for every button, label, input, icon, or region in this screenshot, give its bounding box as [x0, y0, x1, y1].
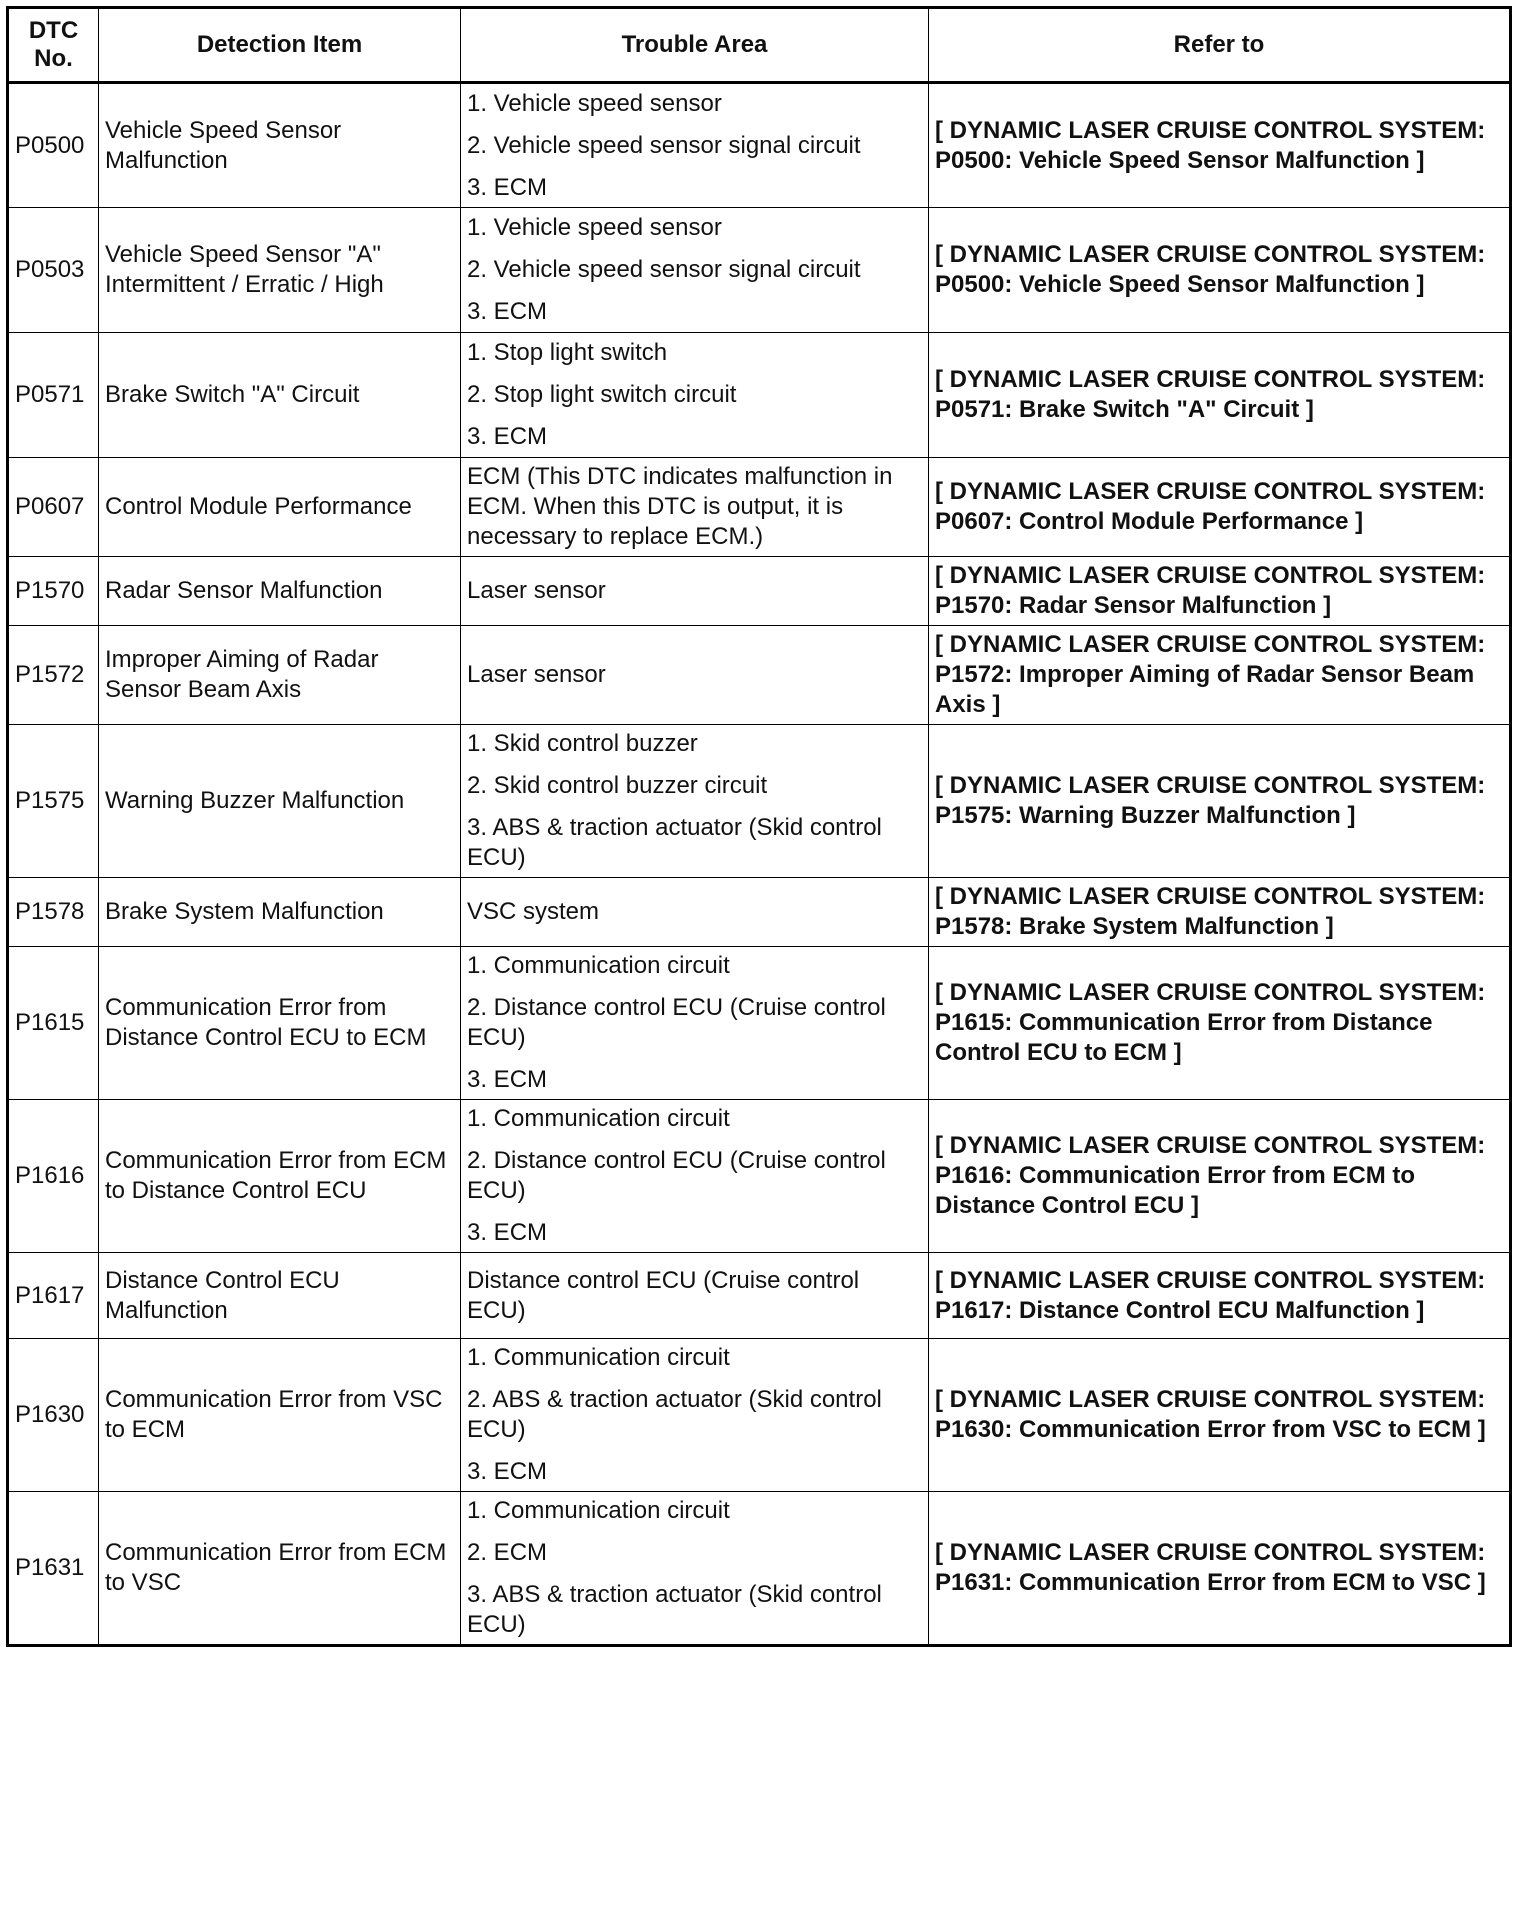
trouble-area-item: 1. Communication circuit: [467, 1497, 730, 1524]
detection-item-cell: Communication Error from ECM to Distance Control ECU: [99, 1100, 461, 1253]
refer-to-cell: [ DYNAMIC LASER CRUISE CONTROL SYSTEM: P0607: Control Module Performance ]: [929, 458, 1511, 557]
table-row: [8, 83, 1511, 208]
dtc-table: [6, 6, 1512, 1647]
trouble-area-item: VSC system: [467, 898, 600, 925]
detection-item-cell: Vehicle Speed Sensor Malfunction: [99, 83, 461, 208]
trouble-area-list: [467, 729, 922, 873]
dtc-code-cell: P1630: [8, 1339, 99, 1492]
trouble-area-item: 3. ECM: [467, 1458, 548, 1485]
trouble-area-item: 1. Communication circuit: [467, 1105, 730, 1132]
trouble-area-list: [467, 951, 922, 1095]
trouble-area-list: [467, 1496, 922, 1640]
refer-to-cell: [ DYNAMIC LASER CRUISE CONTROL SYSTEM: P1578: Brake System Malfunction ]: [929, 878, 1511, 947]
dtc-code-cell: P0607: [8, 458, 99, 557]
detection-item-cell: Communication Error from VSC to ECM: [99, 1339, 461, 1492]
dtc-code-cell: P1631: [8, 1492, 99, 1646]
detection-item-cell: Improper Aiming of Radar Sensor Beam Axis: [99, 626, 461, 725]
trouble-area-cell: [461, 1339, 929, 1492]
trouble-area-cell: [461, 878, 929, 947]
detection-item-cell: Distance Control ECU Malfunction: [99, 1253, 461, 1339]
trouble-area-list: [467, 1343, 922, 1487]
trouble-area-list: [467, 1266, 922, 1326]
trouble-area-item: 3. ABS & traction actuator (Skid control ECU): [467, 1581, 882, 1638]
trouble-area-item: 2. Vehicle speed sensor signal circuit: [467, 131, 861, 159]
trouble-area-list: [467, 338, 922, 452]
refer-to-cell: [ DYNAMIC LASER CRUISE CONTROL SYSTEM: P0571: Brake Switch "A" Circuit ]: [929, 333, 1511, 458]
trouble-area-list: [467, 213, 922, 327]
trouble-area-item: 2. ABS & traction actuator (Skid control ECU): [467, 1386, 882, 1443]
trouble-area-list: [467, 897, 922, 927]
detection-item-cell: Vehicle Speed Sensor "A" Intermittent / Erratic / High: [99, 208, 461, 333]
table-row: [8, 1100, 1511, 1253]
trouble-area-item: 3. ABS & traction actuator (Skid control ECU): [467, 814, 882, 871]
table-row: [8, 333, 1511, 458]
trouble-area-item: 1. Communication circuit: [467, 1344, 730, 1371]
refer-to-cell: [ DYNAMIC LASER CRUISE CONTROL SYSTEM: P1615: Communication Error from Distance Control ECU to ECM ]: [929, 947, 1511, 1100]
table-row: [8, 725, 1511, 878]
detection-item-cell: Brake System Malfunction: [99, 878, 461, 947]
header-refer-to: Refer to: [929, 8, 1511, 83]
trouble-area-item: Laser sensor: [467, 577, 606, 604]
table-row: [8, 458, 1511, 557]
trouble-area-item: 2. Distance control ECU (Cruise control ECU): [467, 1147, 886, 1204]
dtc-code-cell: P1617: [8, 1253, 99, 1339]
dtc-code-cell: P1578: [8, 878, 99, 947]
detection-item-cell: Warning Buzzer Malfunction: [99, 725, 461, 878]
trouble-area-cell: [461, 557, 929, 626]
trouble-area-item: 1. Stop light switch: [467, 339, 668, 366]
trouble-area-item: 2. Distance control ECU (Cruise control ECU): [467, 994, 886, 1051]
dtc-code-cell: P1615: [8, 947, 99, 1100]
trouble-area-list: [467, 1104, 922, 1248]
trouble-area-cell: [461, 1100, 929, 1253]
header-detection-item: Detection Item: [99, 8, 461, 83]
header-row: [8, 8, 1511, 83]
table-header: [8, 8, 1511, 83]
header-trouble-area: Trouble Area: [461, 8, 929, 83]
trouble-area-item: 2. ECM: [467, 1539, 548, 1566]
table-row: [8, 878, 1511, 947]
detection-item-cell: Communication Error from ECM to VSC: [99, 1492, 461, 1646]
trouble-area-item: 3. ECM: [467, 173, 548, 201]
dtc-code-cell: P1572: [8, 626, 99, 725]
trouble-area-list: [467, 89, 922, 203]
trouble-area-list: [467, 462, 922, 552]
detection-item-cell: Brake Switch "A" Circuit: [99, 333, 461, 458]
trouble-area-item: 3. ECM: [467, 1066, 548, 1093]
table-row: [8, 947, 1511, 1100]
trouble-area-item: ECM (This DTC indicates malfunction in ECM. When this DTC is output, it is necessary to replace ECM.): [467, 463, 893, 550]
refer-to-cell: [ DYNAMIC LASER CRUISE CONTROL SYSTEM: P1617: Distance Control ECU Malfunction ]: [929, 1253, 1511, 1339]
trouble-area-item: 3. ECM: [467, 298, 548, 325]
trouble-area-item: 3. ECM: [467, 1219, 548, 1246]
dtc-code-cell: P0500: [8, 83, 99, 208]
dtc-code-cell: P1575: [8, 725, 99, 878]
trouble-area-cell: [461, 333, 929, 458]
table-row: [8, 1253, 1511, 1339]
dtc-code-cell: P1616: [8, 1100, 99, 1253]
refer-to-cell: [ DYNAMIC LASER CRUISE CONTROL SYSTEM: P1616: Communication Error from ECM to Distance Control ECU ]: [929, 1100, 1511, 1253]
detection-item-cell: Control Module Performance: [99, 458, 461, 557]
trouble-area-cell: [461, 458, 929, 557]
trouble-area-item: 2. Vehicle speed sensor signal circuit: [467, 256, 861, 283]
trouble-area-item: 1. Vehicle speed sensor: [467, 214, 722, 241]
dtc-code-cell: P0503: [8, 208, 99, 333]
table-row: [8, 557, 1511, 626]
table-row: [8, 208, 1511, 333]
trouble-area-item: 2. Stop light switch circuit: [467, 381, 737, 408]
trouble-area-item: 1. Vehicle speed sensor: [467, 89, 722, 117]
refer-to-cell: [ DYNAMIC LASER CRUISE CONTROL SYSTEM: P1630: Communication Error from VSC to ECM ]: [929, 1339, 1511, 1492]
dtc-code-cell: P0571: [8, 333, 99, 458]
trouble-area-item: 1. Communication circuit: [467, 952, 730, 979]
trouble-area-cell: [461, 626, 929, 725]
refer-to-cell: [ DYNAMIC LASER CRUISE CONTROL SYSTEM: P1570: Radar Sensor Malfunction ]: [929, 557, 1511, 626]
refer-to-cell: [ DYNAMIC LASER CRUISE CONTROL SYSTEM: P1572: Improper Aiming of Radar Sensor Beam Axis ]: [929, 626, 1511, 725]
trouble-area-item: 3. ECM: [467, 423, 548, 450]
table-body: [8, 83, 1511, 1646]
header-dtc-no: DTC No.: [8, 8, 99, 83]
table-row: [8, 626, 1511, 725]
refer-to-cell: [ DYNAMIC LASER CRUISE CONTROL SYSTEM: P1575: Warning Buzzer Malfunction ]: [929, 725, 1511, 878]
trouble-area-item: 2. Skid control buzzer circuit: [467, 772, 768, 799]
trouble-area-cell: [461, 725, 929, 878]
trouble-area-cell: [461, 1492, 929, 1646]
trouble-area-item: 1. Skid control buzzer: [467, 730, 698, 757]
dtc-code-cell: P1570: [8, 557, 99, 626]
trouble-area-cell: [461, 83, 929, 208]
trouble-area-item: Laser sensor: [467, 661, 606, 688]
trouble-area-list: [467, 576, 922, 606]
detection-item-cell: Communication Error from Distance Control ECU to ECM: [99, 947, 461, 1100]
table-row: [8, 1339, 1511, 1492]
refer-to-cell: [ DYNAMIC LASER CRUISE CONTROL SYSTEM: P0500: Vehicle Speed Sensor Malfunction ]: [929, 208, 1511, 333]
trouble-area-cell: [461, 208, 929, 333]
refer-to-cell: [ DYNAMIC LASER CRUISE CONTROL SYSTEM: P1631: Communication Error from ECM to VSC ]: [929, 1492, 1511, 1646]
refer-to-cell: [ DYNAMIC LASER CRUISE CONTROL SYSTEM: P0500: Vehicle Speed Sensor Malfunction ]: [929, 83, 1511, 208]
trouble-area-item: Distance control ECU (Cruise control ECU): [467, 1266, 860, 1324]
trouble-area-list: [467, 660, 922, 690]
table-row: [8, 1492, 1511, 1646]
trouble-area-cell: [461, 1253, 929, 1339]
trouble-area-cell: [461, 947, 929, 1100]
detection-item-cell: Radar Sensor Malfunction: [99, 557, 461, 626]
